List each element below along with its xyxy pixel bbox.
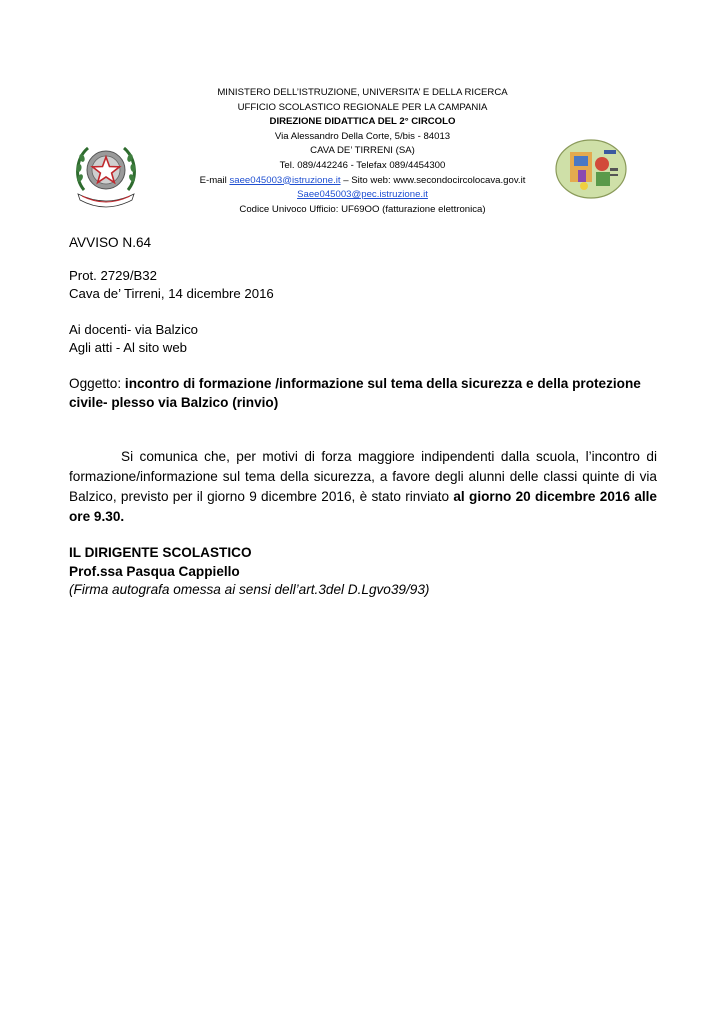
signature-note: (Firma autografa omessa ai sensi dell’art.3del D.Lgvo39/93) [69,582,430,597]
republic-emblem-icon [70,138,142,208]
signature-block [69,544,657,600]
regional-office-line: UFFICIO SCOLASTICO REGIONALE PER LA CAMPANIA [237,101,488,113]
letterhead [150,86,575,217]
recipient-records: Agli atti - Al sito web [69,340,188,355]
subject-block [69,374,657,412]
signatory-name: Prof.ssa Pasqua Cappiello [69,563,240,579]
signatory-role: IL DIRIGENTE SCOLASTICO [69,545,252,560]
email-prefix: E-mail [199,174,230,186]
email-line [150,174,575,189]
ministry-line: MINISTERO DELL’ISTRUZIONE, UNIVERSITA’ E DELLA RICERCA [217,87,508,98]
address-line: Via Alessandro Della Corte, 5/bis - 84013 [274,130,451,142]
recipients-block [69,321,657,357]
school-name-line: DIREZIONE DIDATTICA DEL 2° CIRCOLO [269,116,456,128]
subject-label: Oggetto: [69,376,125,391]
email-link[interactable]: saee045003@istruzione.it [229,174,341,186]
subject-text: incontro di formazione /informazione sul tema della sicurezza e della protezione civile- plesso via Balzico (rinvio) [69,376,641,410]
protocol-number: Prot. 2729/B32 [69,268,157,283]
body-paragraph [69,447,657,527]
paragraph-new-date: al giorno 20 dicembre 2016 alle ore 9.30. [69,489,657,524]
recipient-teachers: Ai docenti- via Balzico [69,322,199,337]
protocol-block [69,267,657,303]
paragraph-text: Si comunica che, per motivi di forza maggiore indipendenti dalla scuola, l’incontro di formazione/informazione sul tema della sicurezza, a favore degli alunni delle classi quinte di via Balzico, previsto per il giorno 9 dicembre 2016, è stato rinviato [69,449,657,504]
pec-link[interactable]: Saee045003@pec.istruzione.it [297,189,428,201]
school-logo-icon [554,138,628,200]
codice-line: Codice Univoco Ufficio: UF69OO (fatturazione elettronica) [239,203,486,215]
place-date: Cava de’ Tirreni, 14 dicembre 2016 [69,286,274,301]
phone-line: Tel. 089/442246 - Telefax 089/4454300 [279,159,446,171]
website-text: – Sito web: www.secondocircolocava.gov.it [340,174,526,186]
city-line: CAVA DE’ TIRRENI (SA) [310,145,415,157]
pec-line [150,188,575,203]
notice-number: AVVISO N.64 [69,235,152,250]
